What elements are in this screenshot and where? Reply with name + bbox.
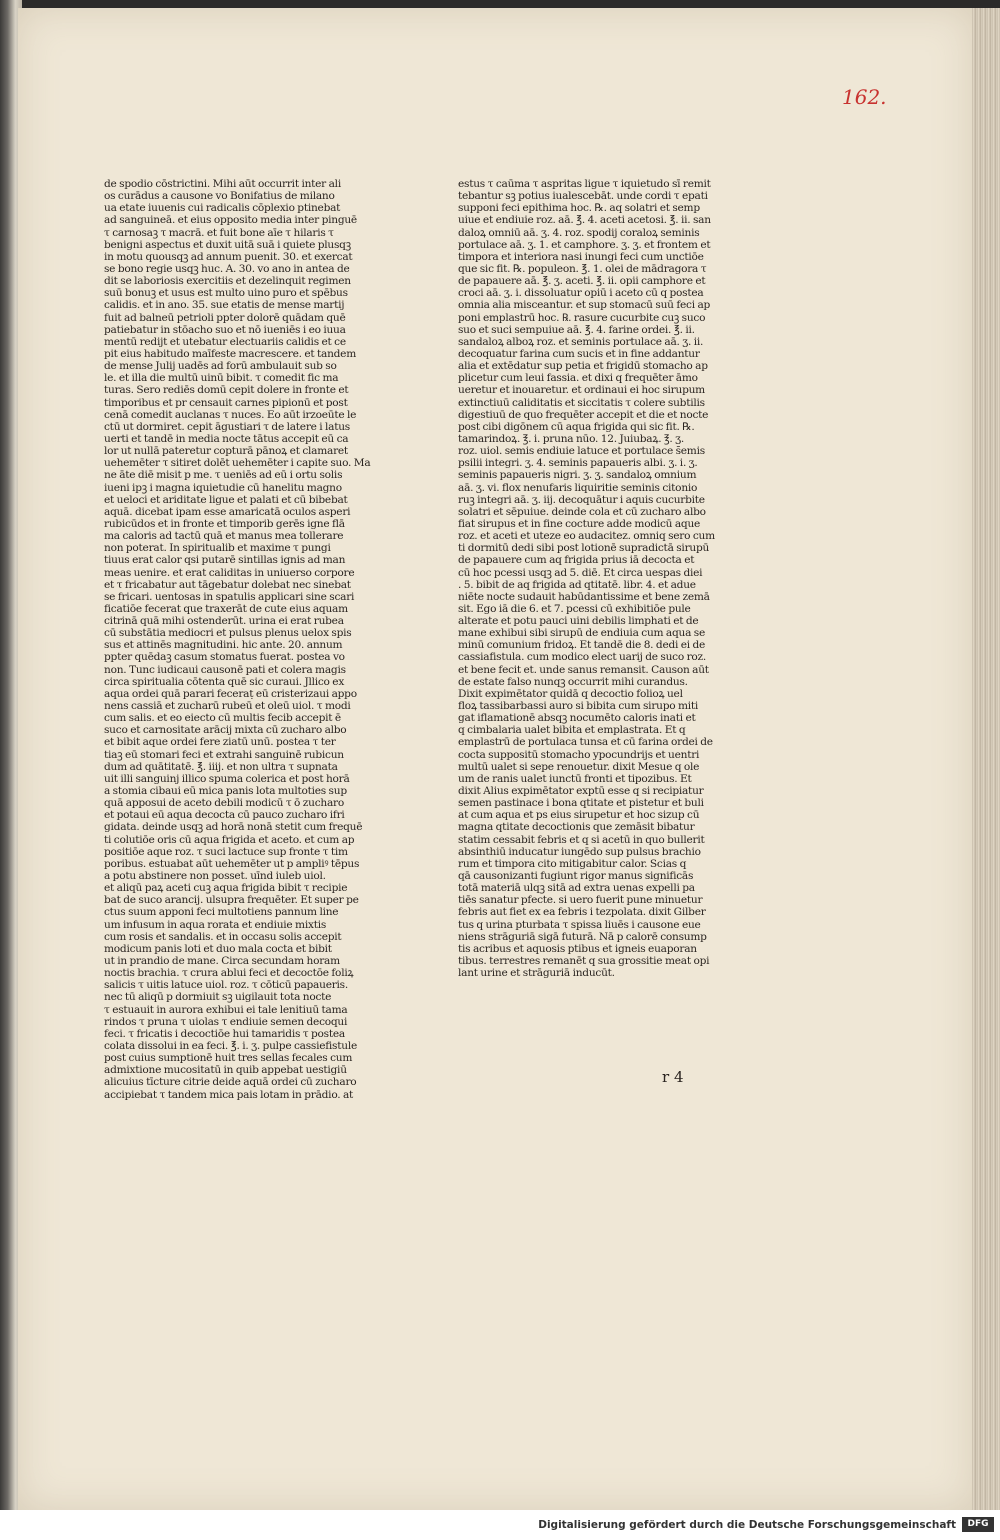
text-line: digestiuū de quo frequēter accepit et die et nocte xyxy=(458,408,709,421)
text-line: de estate falso nunqꝫ occurrit mihi curandus. xyxy=(458,675,688,688)
text-line: cum rosis et sandalis. et in occasu solis accepit xyxy=(104,930,342,943)
dfg-logo-icon: DFG xyxy=(962,1517,994,1532)
text-line: nens cassiā et zucharū rubeū et oleū uiol. τ modi xyxy=(104,700,351,713)
left-text-column xyxy=(104,178,374,1101)
text-line: poni emplastrū hoc. ℞. rasure cucurbite cuꝫ suco xyxy=(458,311,706,324)
text-line: Dixit expimētator quidā q decoctio folioꝝ uel xyxy=(458,687,683,700)
text-line: poribus. estuabat aūt uehemēter ut p ampliꝰ tēpus xyxy=(104,857,360,870)
text-line: mentū redijt et utebatur electuariis calidis et ce xyxy=(104,335,346,348)
text-line: gidata. deinde usqꝫ ad horā nonā stetit cum frequē xyxy=(104,821,363,834)
text-line: absinthiū inducatur iungēdo sup pulsus brachio xyxy=(458,845,701,858)
text-line: mane exhibui sibi sirupū de endiuia cum aqua se xyxy=(458,627,705,640)
text-line: et τ fricabatur aut tāgebatur dolebat nec sinebat xyxy=(104,578,351,591)
text-line: et ueloci et ariditate ligue et palati et cū bibebat xyxy=(104,493,348,506)
text-line: emplastrū de portulaca tunsa et cū farina ordei de xyxy=(458,736,713,749)
text-line: pit eius habitudo maīfeste macrescere. et tandem xyxy=(104,347,356,360)
text-line: tiuus erat calor qsi putarē sintillas ignis ad man xyxy=(104,554,346,567)
text-line: os curādus a causone vo Bonifatius de milano xyxy=(104,190,335,203)
text-line: cū substātia mediocri et pulsus plenus uelox spis xyxy=(104,627,352,640)
text-line: ppter quēdaꝫ casum stomatus fuerat. postea vo xyxy=(104,651,345,664)
text-line: aqua ordei quā parari feceraṭ eū cristerizaui appo xyxy=(104,687,357,700)
text-line: a potu abstinere non posset. uīnd iuleb uiol. xyxy=(104,870,326,883)
text-line: bat de suco arancij. ulsupra frequēter. Et super pe xyxy=(104,894,359,907)
text-line: febris aut fiet ex ea febris i tezpolata. dixit Gilber xyxy=(458,906,706,919)
text-line: non poterat. In spiritualib et maxime τ pungi xyxy=(104,542,331,555)
text-line: tamarindoꝝ. ℥. i. pruna nūo. 12. Juiubaꝝ. ℥. ʒ. xyxy=(458,432,684,445)
text-line: qā causonizanti fugiunt rigor manus significās xyxy=(458,870,694,883)
text-line: rum et timpora cito mitigabitur calor. Scias q xyxy=(458,857,687,870)
text-line: fiat sirupus et in fine cocture adde modicū aque xyxy=(458,517,701,530)
text-line: floꝝ tassibarbassi auro si bibita cum sirupo miti xyxy=(458,700,699,713)
text-line: extinctiuū caliditatis et siccitatis τ colere subtilis xyxy=(458,396,705,409)
text-line: tebantur sꝫ potius iualescebāt. unde cordi τ epati xyxy=(458,190,708,203)
text-line: timporibus et pr censauit carnes pipionū et post xyxy=(104,396,348,409)
page-edges xyxy=(972,8,1000,1510)
text-line: uiue et endiuie roz. aā. ℥. 4. aceti acetosi. ℥. ii. san xyxy=(458,214,711,227)
text-line: magna qtitate decoctionis que zemāsit bibatur xyxy=(458,821,695,834)
text-line: calidis. et in ano. 35. sue etatis de mense martij xyxy=(104,299,345,312)
footer-credit-text: Digitalisierung gefördert durch die Deutsche Forschungsgemeinschaft xyxy=(538,1519,956,1531)
text-line: rindos τ pruna τ uiolas τ endiuie semen decoqui xyxy=(104,1015,348,1028)
text-line: gat iflamationē absqꝫ nocumēto caloris inati et xyxy=(458,712,696,725)
text-line: decoquatur farina cum sucis et in fine addantur xyxy=(458,347,700,360)
text-line: omnia alia misceantur. et sup stomacū suū feci ap xyxy=(458,299,711,312)
text-line: solatri et sēpuiue. deinde cola et cū zucharo albo xyxy=(458,505,706,518)
text-line: cū hoc pcessi usqꝫ ad 5. diē. Et circa uespas diei xyxy=(458,566,703,579)
text-line: croci aā. ʒ. i. dissoluatur opiū i aceto cū q postea xyxy=(458,287,704,300)
text-line: τ estuauit in aurora exhibui ei tale lenitiuū tama xyxy=(104,1003,348,1016)
text-line: et aliqū paꝝ aceti cuꝫ aqua frigida bibit τ recipie xyxy=(104,882,348,895)
text-line: noctis brachia. τ crura ablui feci et decoctōe foliꝝ xyxy=(104,967,354,980)
text-line: cum salis. et eo eiecto cū multis fecib accepit ē xyxy=(104,712,341,725)
text-line: supponi feci epithima hoc. ℞. aq solatri et semp xyxy=(458,202,700,215)
text-line: psilii integri. ʒ. 4. seminis papaueris albi. ʒ. i. ʒ. xyxy=(458,457,698,470)
text-line: niēte nocte sudauit habūdantissime et bene zemā xyxy=(458,590,710,603)
text-line: non. Tunc iudicaui causonē pati et colera magis xyxy=(104,663,346,676)
text-line: uehemēter τ sitiret dolēt uehemēter i capite suo. Ma xyxy=(104,457,371,470)
text-line: multū ualet si sepe renouetur. dixit Mesue q ole xyxy=(458,760,700,773)
text-line: ua etate iuuenis cui radicalis cōplexio ptinebat xyxy=(104,202,341,215)
text-line: ma caloris ad tactū quā et manus mea tollerare xyxy=(104,530,344,543)
text-line: tibus. terrestres remanēt q sua grossitie meat opi xyxy=(458,955,710,967)
text-line: de papauere aā. ℥. ʒ. aceti. ℥. ii. opii camphore et xyxy=(458,275,706,288)
text-line: sit. Ego iā die 6. et 7. pcessi cū exhibitiōe pule xyxy=(458,602,691,615)
text-line: citrinā quā mihi ostenderūt. urina ei erat rubea xyxy=(104,615,344,628)
text-line: aquā. dicebat ipam esse amaricatā oculos asperi xyxy=(104,505,351,518)
text-line: admixtione mucositatū in quib appebat uestigiū xyxy=(104,1064,347,1077)
folio-number: 162. xyxy=(842,85,887,109)
text-line: alicuius tīcture citrie deide aquā ordei cū zucharo xyxy=(104,1076,357,1089)
text-line: suo et suci sempuiue aā. ℥. 4. farine ordei. ℥. ii. xyxy=(458,323,695,336)
text-line: de papauere cum aq frigida prius iā decocta et xyxy=(458,554,695,567)
text-line: . 5. bibit de aq frigida ad qtitatē. libr. 4. et adue xyxy=(458,578,696,591)
text-line: se bono regie usqꝫ huc. A. 30. vo ano in antea de xyxy=(104,262,350,275)
text-line: estus τ caūma τ aspritas ligue τ iquietudo sī remit xyxy=(458,178,711,190)
text-line: um infusum in aqua rorata et endiuie mixtis xyxy=(104,918,327,931)
text-line: colata dissolui in ea feci. ℥. i. ʒ. pulpe cassiefistule xyxy=(104,1039,357,1052)
text-line: totā materiā ulqꝫ sitā ad extra uenas expelli pa xyxy=(458,882,695,895)
text-line: dit se laboriosis exercitiis et dezelinquit regimen xyxy=(104,275,351,288)
text-line: nec tū aliqū p dormiuit sꝫ uigilauit tota nocte xyxy=(104,991,332,1004)
text-line: roz. et aceti et uteze eo audacitez. omniq sero cum xyxy=(458,530,715,543)
text-line: de spodio cōstrictini. Mihi aūt occurrit inter ali xyxy=(104,178,341,190)
text-line: rubicūdos et in fronte et timporib gerēs igne flā xyxy=(104,517,345,530)
text-line: et bibit aque ordei fere ziatū unū. postea τ ter xyxy=(104,736,336,749)
text-line: portulace aā. ʒ. 1. et camphore. ʒ. ʒ. et frontem et xyxy=(458,238,711,251)
text-line: minū comunium fridoꝝ. Et tandē die 8. dedi ei de xyxy=(458,639,706,652)
text-line: circa spiritualia cōtenta quē sic curaui. Jllico ex xyxy=(104,675,345,688)
text-line: seminis papaueris nigri. ʒ. ʒ. sandaloꝝ omnium xyxy=(458,469,697,482)
text-line: post cuius sumptionē huit tres sellas fecales cum xyxy=(104,1052,353,1065)
text-line: daloꝝ omniū aā. ʒ. 4. roz. spodij coraloꝝ seminis xyxy=(458,226,700,239)
text-line: alterate et potu pauci uini debilis limphati et de xyxy=(458,615,699,628)
text-line: τ carnosaꝫ τ macrā. et fuit bone aīe τ hilaris τ xyxy=(104,226,334,239)
text-line: uerti et tandē in media nocte tātus accepit eū ca xyxy=(104,432,349,445)
text-line: ficatiōe fecerat que traxerāt de cute eius aquam xyxy=(104,602,348,615)
text-line: cenā comedit auclanas τ nuces. Eo aūt irzoeūte le xyxy=(104,408,357,421)
text-line: ti dormitū dedi sibi post lotionē supradictā sirupū xyxy=(458,542,710,555)
text-line: le. et illa die multū uinū bibit. τ comedit fic ma xyxy=(104,372,339,385)
text-line: uit illi sanguinj illico spuma colerica et post horā xyxy=(104,772,350,785)
text-line: feci. τ fricatis i decoctiōe hui tamaridis τ postea xyxy=(104,1027,345,1040)
text-line: et bene fecit et. unde sanus remansit. Causon aūt xyxy=(458,663,709,676)
text-line: patiebatur in stōacho suo et nō iueniēs i eo iuua xyxy=(104,323,346,336)
text-line: sus et attinēs magnitudini. hic ante. 20. annum xyxy=(104,639,343,652)
text-line: positiōe aque roz. τ suci lactuce sup fronte τ tim xyxy=(104,845,348,858)
text-line: iueni ipꝫ i magna iquietudie cū hanelitu magno xyxy=(104,481,342,494)
text-line: ctū ut dormiret. cepit āgustiari τ de latere i latus xyxy=(104,420,350,433)
text-line: ctus suum apponi feci multotiens pannum line xyxy=(104,906,339,919)
text-line: fuit ad balneū petrioli ppter dolorē quādam quē xyxy=(104,311,346,324)
text-line: ne āte diē misit p me. τ ueniēs ad eū i ortu solis xyxy=(104,469,343,482)
text-line: turas. Sero rediēs domū cepit dolere in fronte et xyxy=(104,384,349,397)
text-line: cassiafistula. cum modico elect uarij de suco roz. xyxy=(458,651,707,664)
text-line: niens strāguriā sigā futurā. Nā p calorē consump xyxy=(458,930,707,943)
text-line: ueretur et inouaretur. et ordinaui ei hoc sirupum xyxy=(458,384,705,397)
text-line: dum ad quātitatē. ℥. iiij. et non ultra τ supnata xyxy=(104,760,338,773)
text-line: ruꝫ integri aā. ʒ. iij. decoquātur i aquis cucurbite xyxy=(458,493,705,506)
text-line: a stomia cibaui eū mica panis lota multoties sup xyxy=(104,785,347,798)
text-line: timpora et interiora nasi inungi feci cum unctiōe xyxy=(458,250,704,263)
text-line: benigni aspectus et duxit uitā suā i quiete plusqꝫ xyxy=(104,238,351,251)
text-line: suco et carnositate arācij mixta cū zucharo albo xyxy=(104,724,347,737)
text-line: in motu quousqꝫ ad annum puenit. 30. et exercat xyxy=(104,250,353,263)
text-line: cocta suppositū stomacho ypocundrijs et uentri xyxy=(458,748,700,761)
text-line: et potaui eū aqua decocta cū pauco zucharo ifri xyxy=(104,809,345,822)
text-line: quā apposui de aceto debili modicū τ ō zucharo xyxy=(104,797,344,810)
text-line: de mense Julij uadēs ad forū ambulauit sub so xyxy=(104,360,337,373)
text-line: tus q urina pturbata τ spissa liuēs i causone eue xyxy=(458,918,701,931)
text-line: semen pastinace i bona qtitate et pistetur et buli xyxy=(458,797,704,810)
text-line: ti colutiōe oris cū aqua frigida et aceto. et cum ap xyxy=(104,833,355,846)
text-line: ad sanguineā. et eius opposito media inter pinguē xyxy=(104,214,357,227)
right-text-column xyxy=(458,178,728,979)
text-line: alia et extēdatur sup petia et frigidū stomacho ap xyxy=(458,360,708,373)
text-line: tis acribus et aquosis ptibus et igneis euaporan xyxy=(458,942,697,955)
text-line: ut in prandio de mane. Circa secundam horam xyxy=(104,955,340,967)
text-line: aā. ʒ. vi. flox nenufaris liquiritie seminis citonio xyxy=(458,481,698,494)
footer-bar xyxy=(0,1510,1000,1540)
text-line: roz. uiol. semis endiuie latuce et portulace s̄emis xyxy=(458,445,705,458)
text-line: lor ut nullā pateretur copturā pānoꝝ et clamaret xyxy=(104,445,348,458)
text-line: statim cessabit febris et q si acetū in quo bullerit xyxy=(458,833,705,846)
text-line: lant urine et strāguriā inducūt. xyxy=(458,967,615,980)
signature-mark: r 4 xyxy=(662,1068,684,1086)
text-line: se fricari. uentosas in spatulis applicari sine scari xyxy=(104,590,355,603)
text-line: que sic fit. ℞. populeon. ℥. 1. olei de mādragora τ xyxy=(458,262,707,275)
text-line: salicis τ uitis latuce uiol. roz. τ cōticū papaueris. xyxy=(104,979,348,992)
text-line: suū bonuꝫ et usus est multo uino puro et spēbus xyxy=(104,287,348,300)
text-line: um de ranis ualet iunctū fronti et tipozibus. Et xyxy=(458,772,692,785)
text-line: meas uenire. et erat caliditas in uniuerso corpore xyxy=(104,566,355,579)
text-line: q cimbalaria ualet bibita et emplastrata. Et q xyxy=(458,724,686,737)
text-line: tiaꝫ eū stomari feci et extrahi sanguinē rubicun xyxy=(104,748,344,761)
text-line: post cibi digōnem cū aqua frigida qui sic fit. ℞. xyxy=(458,420,695,433)
text-line: sandaloꝝ alboꝝ roz. et seminis portulace aā. ʒ. ii. xyxy=(458,335,704,348)
text-line: plicetur cum leui fassia. et dixi q frequēter āmo xyxy=(458,372,698,385)
text-line: at cum aqua et ps eius sirupetur et hoc sizup cū xyxy=(458,809,700,822)
text-line: accipiebat τ tandem mica pais lotam in prādio. at xyxy=(104,1088,354,1101)
text-line: modicum panis loti et duo mala cocta et bibit xyxy=(104,942,332,955)
text-line: tiēs sanatur pfecte. si uero fuerit pune minuetur xyxy=(458,894,703,907)
text-line: dixit Alius expimētator exptū esse q si recipiatur xyxy=(458,785,704,798)
